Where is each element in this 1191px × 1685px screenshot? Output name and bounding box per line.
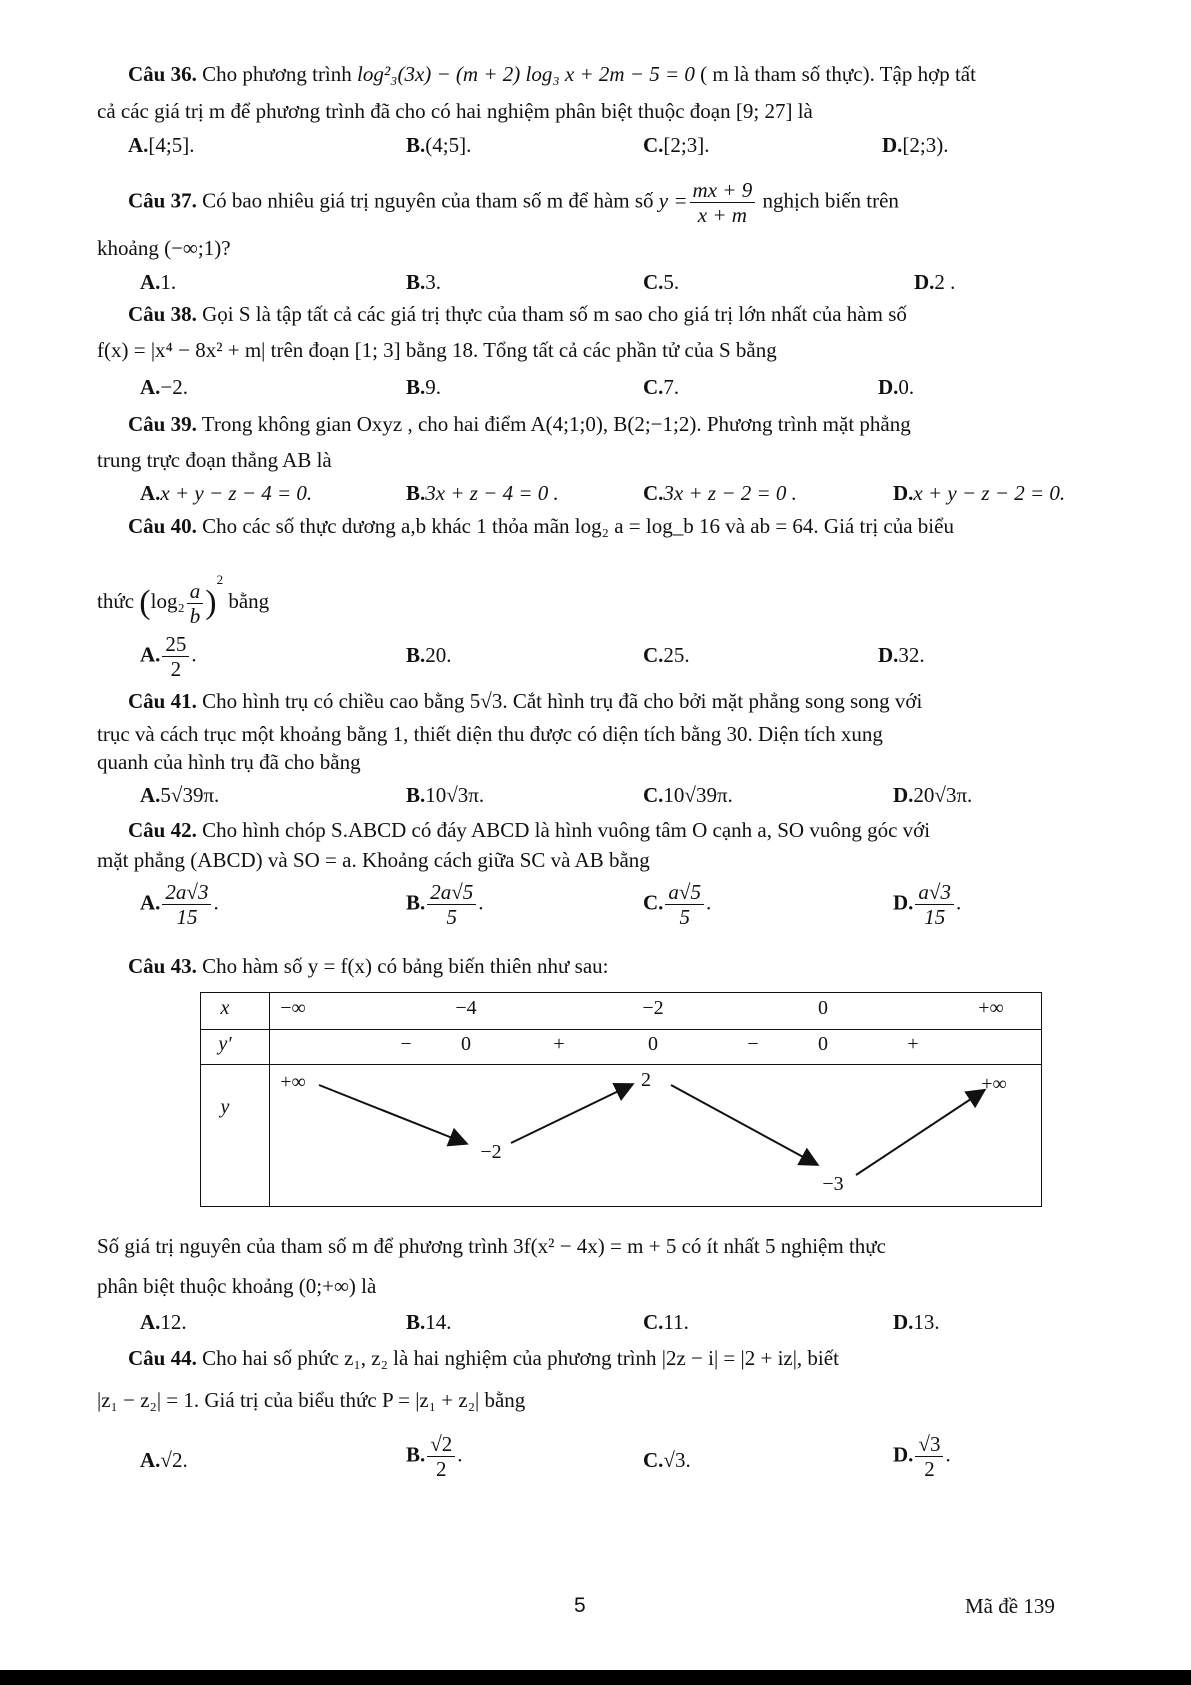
q43-line1: Câu 43. Cho hàm số y = f(x) có bảng biến thiên như sau:: [128, 954, 609, 978]
vt-y-val: 2: [641, 1069, 651, 1091]
vt-x-val: −4: [455, 997, 477, 1019]
vt-y-val: −2: [480, 1141, 502, 1163]
q39-option-a: A.x + y − z − 4 = 0.: [140, 481, 313, 505]
q43-line3: phân biệt thuộc khoảng (0;+∞) là: [97, 1274, 377, 1298]
vt-x-label: x: [220, 997, 230, 1019]
q42-line2: mặt phẳng (ABCD) và SO = a. Khoảng cách giữa SC và AB bằng: [97, 848, 650, 872]
vt-yp-val: 0: [648, 1033, 658, 1055]
q44-option-d: D. $\frac{√3}{2}$ .: [893, 1432, 951, 1481]
q43-option-c: C.11.: [643, 1310, 689, 1334]
q36-equation: log²₃(3x) − (m + 2) log₃ x + 2m − 5 = 0: [357, 62, 695, 86]
vt-y-val: +∞: [981, 1073, 1007, 1095]
q38-line2: f(x) = |x⁴ − 8x² + m| trên đoạn [1; 3] bằng 18. Tổng tất cả các phần tử của S bằng: [97, 338, 777, 362]
q39-line1: Câu 39. Trong không gian Oxyz , cho hai điểm A(4;1;0), B(2;−1;2). Phương trình mặt phẳng: [128, 412, 911, 436]
q44-line2: |z₁ − z₂| = 1. Giá trị của biểu thức P = |z₁ + z₂| bằng: [97, 1388, 526, 1412]
page-number: 5: [574, 1594, 586, 1617]
q41-option-d: D.20√3π.: [893, 783, 973, 807]
q37-line2: khoảng (−∞;1)?: [97, 236, 231, 260]
q38-option-b: B.9.: [406, 375, 442, 399]
q37-option-c: C.5.: [643, 270, 680, 294]
q37-line1: Câu 37. Có bao nhiêu giá trị nguyên của tham số m để hàm số y = $\frac{mx + 9}{x + m}$ nghịch biến trên: [128, 178, 899, 227]
vt-y-val: +∞: [280, 1071, 306, 1093]
vt-yp-val: 0: [818, 1033, 828, 1055]
q40-option-c: C.25.: [643, 643, 690, 667]
q43-line2: Số giá trị nguyên của tham số m để phương trình 3f(x² − 4x) = m + 5 có ít nhất 5 nghiệm thực: [97, 1234, 886, 1258]
q42-option-b: B. $\frac{2a√5}{5}$ .: [406, 880, 484, 929]
q37-head: Câu 37.: [128, 188, 197, 213]
q40-option-b: B.20.: [406, 643, 452, 667]
q37-option-b: B.3.: [406, 270, 442, 294]
q36-line2: cả các giá trị m để phương trình đã cho có hai nghiệm phân biệt thuộc đoạn [9; 27] là: [97, 99, 813, 123]
vt-yp-val: 0: [461, 1033, 471, 1055]
q42-option-a: A. $\frac{2a√3}{15}$ .: [140, 880, 219, 929]
q41-line2: trục và cách trục một khoảng bằng 1, thiết diện thu được có diện tích bằng 30. Diện tích xung: [97, 722, 883, 746]
q40-line2: thức (log₂ $\frac{a}{b}$ )$^2$ bằng: [97, 572, 270, 628]
q36-option-b: B.(4;5].: [406, 133, 472, 157]
q38-option-c: C.7.: [643, 375, 680, 399]
q37-option-a: A.1.: [140, 270, 177, 294]
q44-option-b: B. $\frac{√2}{2}$ .: [406, 1432, 463, 1481]
vt-arrow-up: [856, 1091, 983, 1175]
vt-yp-val: +: [907, 1033, 919, 1055]
vt-arrow-up: [511, 1085, 631, 1143]
q37-option-d: D.2 .: [914, 270, 956, 294]
vt-yp-val: +: [553, 1033, 565, 1055]
q39-option-b: B.3x + z − 4 = 0 .: [406, 481, 559, 505]
q36-head: Câu 36.: [128, 62, 197, 86]
q43-option-a: A.12.: [140, 1310, 187, 1334]
vt-arrow-down: [671, 1085, 816, 1164]
q41-option-c: C.10√39π.: [643, 783, 733, 807]
q40-fraction: $\frac{a}{b}$: [187, 579, 204, 628]
vt-x-val: 0: [818, 997, 828, 1019]
vt-x-val: +∞: [978, 997, 1004, 1019]
q40-line1: Câu 40. Cho các số thực dương a,b khác 1 thỏa mãn log₂ a = log_b 16 và ab = 64. Giá trị của biểu: [128, 514, 954, 538]
q37-fraction: $\frac{mx + 9}{x + m}$: [690, 178, 756, 227]
q36-option-d: D.[2;3).: [882, 133, 949, 157]
vt-x-val: −∞: [280, 997, 306, 1019]
vt-x-val: −2: [642, 997, 664, 1019]
q39-line2: trung trực đoạn thẳng AB là: [97, 448, 332, 472]
q44-line1: Câu 44. Cho hai số phức z₁, z₂ là hai nghiệm của phương trình |2z − i| = |2 + iz|, biết: [128, 1346, 839, 1370]
vt-y-label: y: [220, 1096, 230, 1118]
q39-option-d: D.x + y − z − 2 = 0.: [893, 481, 1066, 505]
q42-option-d: D. $\frac{a√3}{15}$ .: [893, 880, 962, 929]
q43-option-b: B.14.: [406, 1310, 452, 1334]
q41-option-a: A.5√39π.: [140, 783, 220, 807]
q43-option-d: D.13.: [893, 1310, 940, 1334]
q44-option-c: C.√3.: [643, 1448, 691, 1472]
exam-code: Mã đề 139: [965, 1594, 1055, 1618]
q38-option-a: A.−2.: [140, 375, 189, 399]
q42-line1: Câu 42. Cho hình chóp S.ABCD có đáy ABCD là hình vuông tâm O cạnh a, SO vuông góc với: [128, 818, 931, 842]
q41-option-b: B.10√3π.: [406, 783, 485, 807]
q39-option-c: C.3x + z − 2 = 0 .: [643, 481, 797, 505]
q40-option-a: A. $\frac{25}{2}$ .: [140, 632, 197, 681]
variation-table: [200, 992, 1042, 1207]
q38-line1: Câu 38. Gọi S là tập tất cả các giá trị thực của tham số m sao cho giá trị lớn nhất của hàm số: [128, 302, 907, 326]
q41-line1: Câu 41. Cho hình trụ có chiều cao bằng 5√3. Cắt hình trụ đã cho bởi mặt phẳng song song với: [128, 689, 923, 713]
vt-arrow-down: [319, 1085, 465, 1143]
q44-option-a: A.√2.: [140, 1448, 188, 1472]
q42-option-c: C. $\frac{a√5}{5}$ .: [643, 880, 712, 929]
q36-option-a: A.[4;5].: [128, 133, 195, 157]
scan-edge: [0, 1670, 1191, 1685]
q38-option-d: D.0.: [878, 375, 915, 399]
vt-y-val: −3: [822, 1173, 844, 1195]
q36-option-c: C.[2;3].: [643, 133, 710, 157]
q40-option-d: D.32.: [878, 643, 925, 667]
vt-yp-val: −: [747, 1033, 759, 1055]
vt-yp-val: −: [400, 1033, 412, 1055]
q36-line1: Câu 36. Cho phương trình log²₃(3x) − (m + 2) log₃ x + 2m − 5 = 0 ( m là tham số thực). Tập hợp tất: [128, 62, 976, 86]
vt-arrows: [201, 993, 1041, 1206]
vt-yp-label: y′: [218, 1033, 232, 1055]
q41-line3: quanh của hình trụ đã cho bằng: [97, 750, 361, 774]
